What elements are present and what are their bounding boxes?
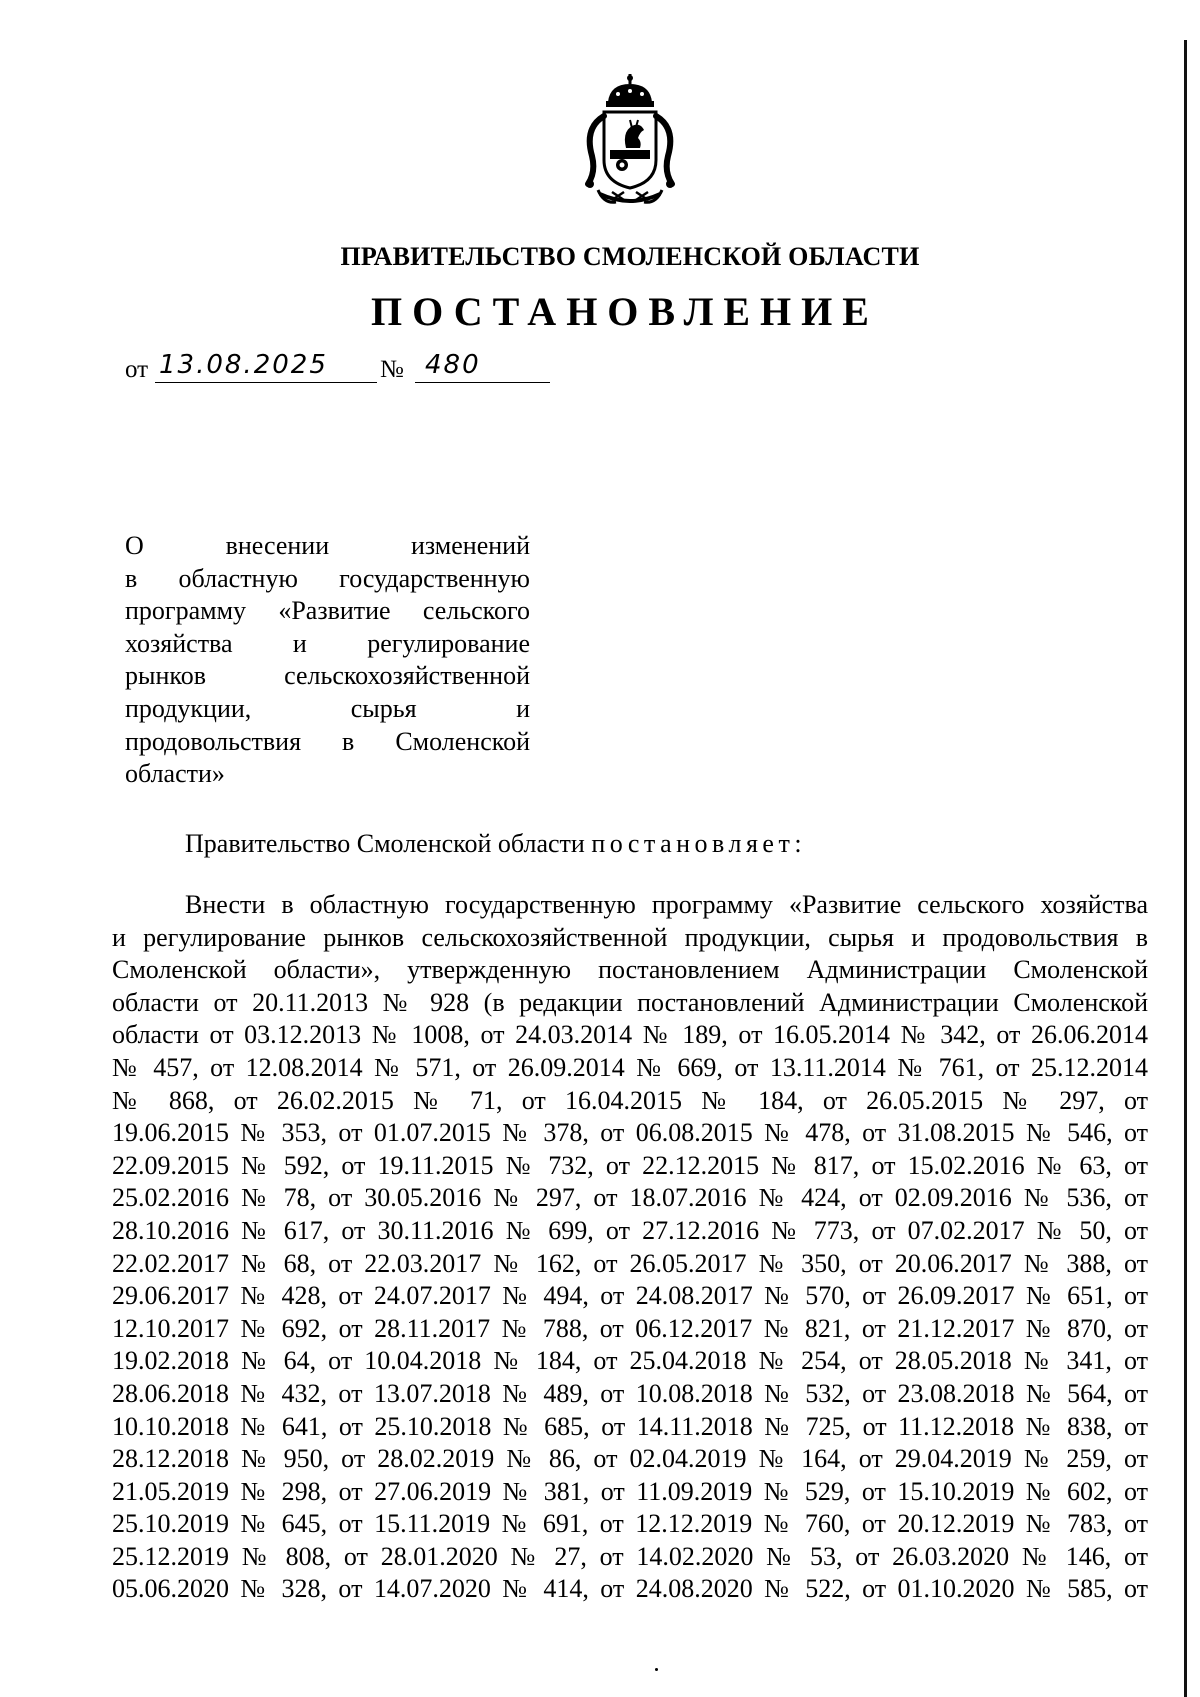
- body-line: 19.06.2015 № 353, от 01.07.2015 № 378, от 06.08.2015 № 478, от 31.08.2015 № 546, от: [112, 1118, 1148, 1148]
- number-underline: [415, 382, 550, 383]
- date-from-label: от: [125, 356, 149, 383]
- subject-line: продовольствия в Смоленской: [125, 726, 530, 756]
- date-underline: [155, 382, 377, 383]
- document-type-title: ПОСТАНОВЛЕНИЕ: [371, 289, 879, 334]
- handwritten-date: 13.08.2025: [159, 350, 328, 380]
- subject-line: программу «Развитие сельского: [125, 596, 530, 626]
- body-line: 28.12.2018 № 950, от 28.02.2019 № 86, от 02.04.2019 № 164, от 29.04.2019 № 259, от: [112, 1444, 1148, 1474]
- body-line: 28.06.2018 № 432, от 13.07.2018 № 489, от 10.08.2018 № 532, от 23.08.2018 № 564, от: [112, 1378, 1148, 1408]
- body-line: 25.12.2019 № 808, от 28.01.2020 № 27, от 14.02.2020 № 53, от 26.03.2020 № 146, от: [112, 1541, 1148, 1571]
- body-line: 25.02.2016 № 78, от 30.05.2016 № 297, от 18.07.2016 № 424, от 02.09.2016 № 536, от: [112, 1183, 1148, 1213]
- subject-line: рынков сельскохозяйственной: [125, 661, 530, 691]
- smolensk-coat-of-arms-icon: [570, 72, 690, 212]
- body-line: 05.06.2020 № 328, от 14.07.2020 № 414, от 24.08.2020 № 522, от 01.10.2020 № 585, от: [112, 1574, 1148, 1604]
- body-line: Внести в областную государственную программу «Развитие сельского хозяйства: [185, 890, 1148, 919]
- subject-block: [125, 530, 530, 791]
- body-line: Смоленской области», утвержденную постановлением Администрации Смоленской: [112, 955, 1148, 985]
- intro-spaced-word: постановляет:: [591, 829, 807, 858]
- body-line: области от 20.11.2013 № 928 (в редакции постановлений Администрации Смоленской: [112, 987, 1148, 1017]
- body-line: 19.02.2018 № 64, от 10.04.2018 № 184, от 25.04.2018 № 254, от 28.05.2018 № 341, от: [112, 1346, 1148, 1376]
- body-line: 29.06.2017 № 428, от 24.07.2017 № 494, от 24.08.2017 № 570, от 26.09.2017 № 651, от: [112, 1281, 1148, 1311]
- body-line: 10.10.2018 № 641, от 25.10.2018 № 685, от 14.11.2018 № 725, от 11.12.2018 № 838, от: [112, 1411, 1148, 1441]
- subject-line: хозяйства и регулирование: [125, 628, 530, 658]
- subject-line: в областную государственную: [125, 563, 530, 593]
- subject-line: продукции, сырья и: [125, 693, 530, 723]
- body-line: 28.10.2016 № 617, от 30.11.2016 № 699, от 27.12.2016 № 773, от 07.02.2017 № 50, от: [112, 1215, 1148, 1245]
- body-line: № 868, от 26.02.2015 № 71, от 16.04.2015 № 184, от 26.05.2015 № 297, от: [112, 1085, 1148, 1115]
- body-paragraph: [112, 889, 1148, 1606]
- body-line: области от 03.12.2013 № 1008, от 24.03.2014 № 189, от 16.05.2014 № 342, от 26.06.2014: [112, 1020, 1148, 1050]
- scan-dot: [655, 1668, 658, 1671]
- resolution-intro: [185, 829, 806, 859]
- date-number-line: [125, 352, 555, 388]
- handwritten-number: 480: [425, 350, 481, 380]
- body-line: и регулирование рынков сельскохозяйственной продукции, сырья и продовольствия в: [112, 922, 1148, 952]
- subject-line: области»: [125, 759, 225, 789]
- body-line: 22.02.2017 № 68, от 22.03.2017 № 162, от 26.05.2017 № 350, от 20.06.2017 № 388, от: [112, 1248, 1148, 1278]
- subject-line: О внесении изменений: [125, 531, 530, 560]
- body-line: 22.09.2015 № 592, от 19.11.2015 № 732, от 22.12.2015 № 817, от 15.02.2016 № 63, от: [112, 1150, 1148, 1180]
- body-line: № 457, от 12.08.2014 № 571, от 26.09.2014 № 669, от 13.11.2014 № 761, от 25.12.2014: [112, 1052, 1148, 1082]
- body-line: 25.10.2019 № 645, от 15.11.2019 № 691, от 12.12.2019 № 760, от 20.12.2019 № 783, от: [112, 1509, 1148, 1539]
- organization-title: ПРАВИТЕЛЬСТВО СМОЛЕНСКОЙ ОБЛАСТИ: [340, 242, 920, 271]
- body-line: 21.05.2019 № 298, от 27.06.2019 № 381, от 11.09.2019 № 529, от 15.10.2019 № 602, от: [112, 1476, 1148, 1506]
- number-label: №: [380, 356, 404, 383]
- body-line: 12.10.2017 № 692, от 28.11.2017 № 788, от 06.12.2017 № 821, от 21.12.2017 № 870, от: [112, 1313, 1148, 1343]
- intro-text: Правительство Смоленской области: [185, 829, 585, 858]
